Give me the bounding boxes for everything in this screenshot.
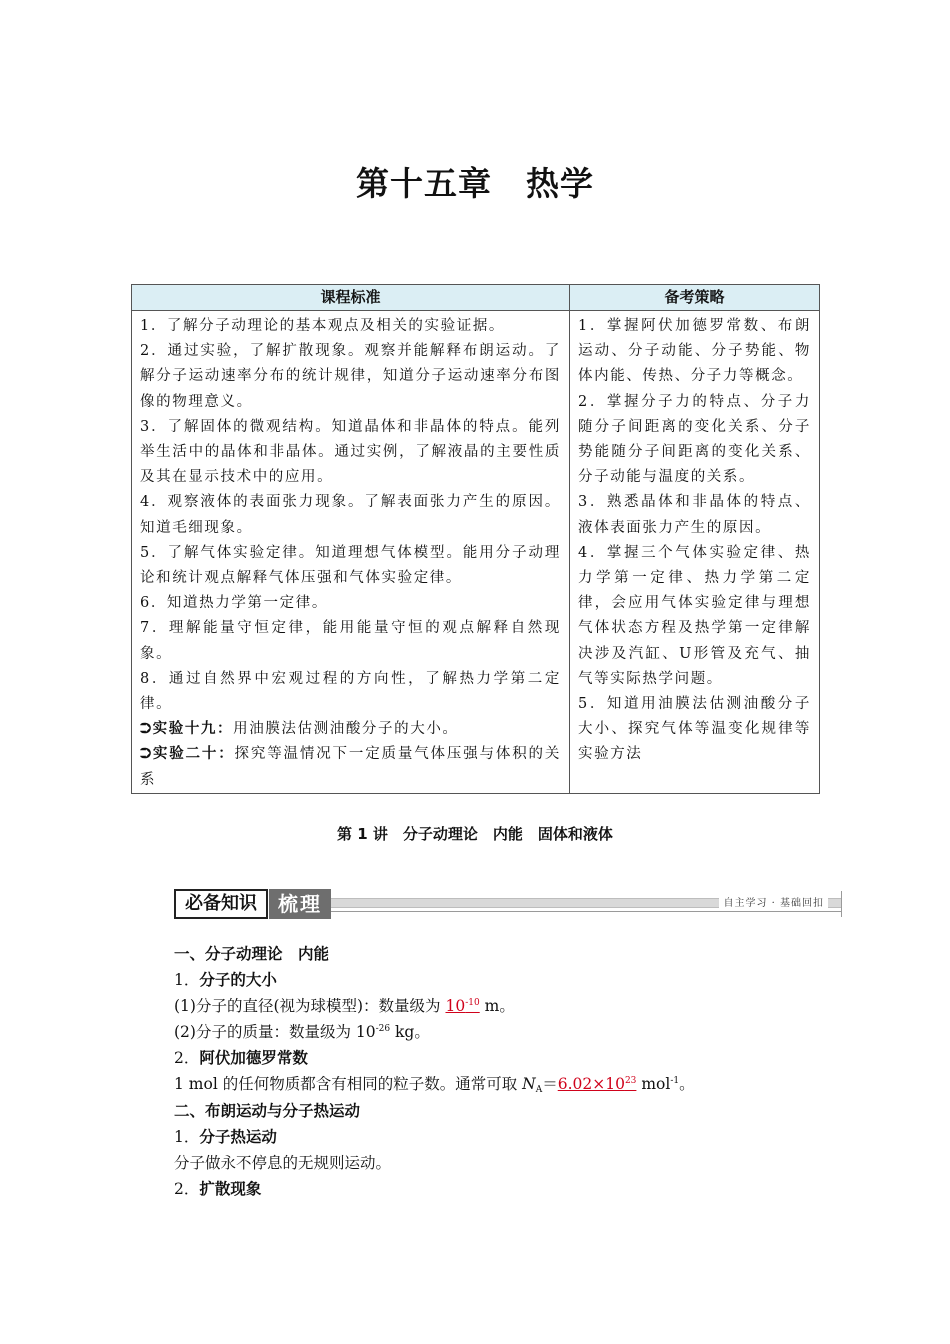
subsection-heading: 1．分子热运动 [174,1127,277,1146]
avogadro-line: 1 mol 的任何物质都含有相同的粒子数。通常可取 $N_A=6.02\times 10^{23}$ mol$^{-1}$。 [174,1075,695,1096]
curriculum-table [131,284,820,794]
answer-blank: $6.02\times 10^{23}$ [557,1075,637,1094]
standard-item: 2．通过实验，了解扩散现象。观察并能解释布朗运动。了解分子运动速率分布的统计规律，知道分子运动速率分布图像的物理意义。 [140,343,561,410]
molecule-diameter-line: (1)分子的直径(视为球模型)：数量级为 $10^{-10}$ m。 [174,997,515,1016]
banner-end-tick [841,891,842,917]
standard-item: 4．观察液体的表面张力现象。了解表面张力产生的原因。知道毛细现象。 [140,494,561,536]
answer-blank: $10^{-10}$ [445,997,480,1016]
experiment-text: 探究等温情况下一定质量气体压强与体积的关系 [140,746,561,788]
banner-label-knowledge: 必备知识 [174,889,268,919]
section-banner [174,887,842,921]
table-header-strategy: 备考策略 [570,285,820,311]
chapter-title: 第十五章 热学 [356,164,594,203]
standard-item: 5．了解气体实验定律。知道理想气体模型。能用分子动理论和统计观点解释气体压强和气体实验定律。 [140,544,561,587]
strategy-item: 3．熟悉晶体和非晶体的特点、液体表面张力产生的原因。 [578,494,811,536]
strategy-item: 2．掌握分子力的特点、分子力随分子间距离的变化关系、分子势能随分子间距离的变化关系、分子动能与温度的关系。 [578,393,811,486]
strategy-item: 4．掌握三个气体实验定律、热力学第一定律、热力学第二定律，会应用气体实验定律与理想气体状态方程及热学第一定律解决涉及汽缸、U形管及充气、抽气等实际热学问题。 [578,544,811,687]
subsection-heading: 2．扩散现象 [174,1179,262,1198]
experiment-item [140,717,561,742]
strategy-item: 1．掌握阿伏加德罗常数、布朗运动、分子动能、分子势能、物体内能、传热、分子力等概念。 [578,318,811,385]
banner-label-review: 梳理 [269,889,331,919]
experiment-text: 用油膜法估测油酸分子的大小。 [233,721,459,738]
paragraph: 分子做永不停息的无规则运动。 [174,1153,392,1172]
strategy-item: 5．知道用油膜法估测油酸分子大小、探究气体等温变化规律等实验方法 [578,696,811,763]
subsection-heading: 1．分子的大小 [174,971,277,990]
standards-cell [132,311,570,794]
experiment-item [140,742,561,792]
standard-item: 8．通过自然界中宏观过程的方向性，了解热力学第二定律。 [140,670,561,713]
strategy-cell [570,311,820,794]
banner-rule-thin [324,911,842,912]
standard-item: 3．了解固体的微观结构。知道晶体和非晶体的特点。能列举生活中的晶体和非晶体。通过实例，了解液晶的主要性质及其在显示技术中的应用。 [140,418,561,486]
banner-subtitle: 自主学习 · 基础回扣 [719,898,828,910]
standard-item: 7．理解能量守恒定律，能用能量守恒的观点解释自然现象。 [140,620,561,662]
table-header-standards: 课程标准 [132,285,570,311]
lecture-title: 第 1 讲 分子动理论 内能 固体和液体 [337,825,613,843]
section-heading: 二、布朗运动与分子热运动 [174,1101,361,1120]
subsection-heading: 2．阿伏加德罗常数 [174,1049,308,1068]
molecule-mass-line: (2)分子的质量：数量级为 $10^{-26}$ kg。 [174,1023,430,1042]
standard-item: 1．了解分子动理论的基本观点及相关的实验证据。 [140,318,506,334]
experiment-label: ⮊实验十九： [140,721,234,738]
lecture-content [174,941,834,1202]
section-heading: 一、分子动理论 内能 [174,945,330,963]
standard-item: 6．知道热力学第一定律。 [140,595,328,612]
experiment-label: ⮊实验二十： [140,746,235,763]
